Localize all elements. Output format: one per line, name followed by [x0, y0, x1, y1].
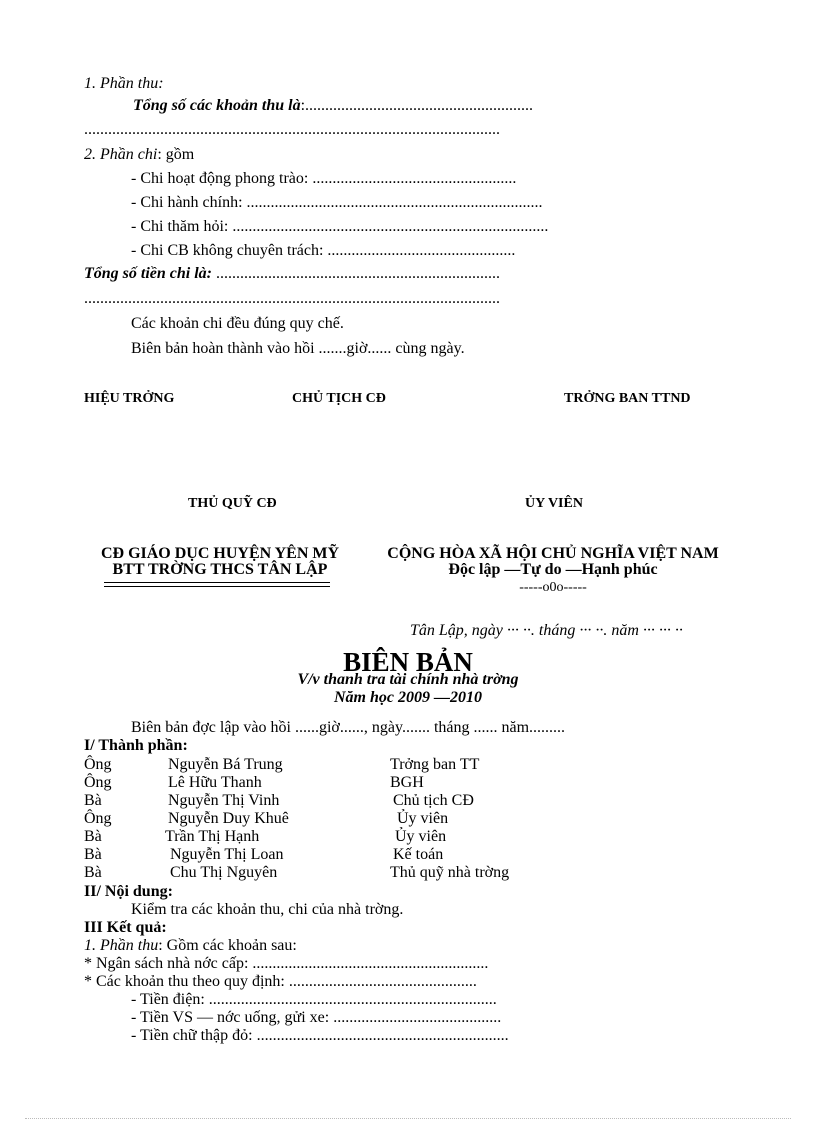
- page-bottom-border: [25, 1118, 791, 1119]
- expense-item: - Chi hoạt động phong trào: ...................................................: [131, 170, 517, 187]
- section-composition: I/ Thành phần:: [84, 737, 188, 754]
- signature-principal: HIỆU TRỞNG: [84, 391, 175, 406]
- signature-union-chair: CHỦ TỊCH CĐ: [292, 391, 386, 406]
- member-title: Ông: [84, 810, 112, 827]
- member-title: Bà: [84, 828, 102, 845]
- member-title: Bà: [84, 864, 102, 881]
- school-year: Năm học 2009 —2010: [334, 689, 482, 706]
- fee-item: - Tiền chữ thập đỏ: ...............................................................: [131, 1027, 509, 1044]
- result-part1-line: [84, 937, 297, 955]
- expense-item: - Chi hành chính: ..........................................................................: [131, 194, 543, 211]
- result-part1-suffix: : Gồm các khoản sau:: [158, 937, 297, 954]
- total-income-dots: :.........................................................: [300, 97, 534, 114]
- fee-item: - Tiền VS — nớc uống, gửi xe: ..........................................: [131, 1009, 502, 1026]
- part2-heading-line: [84, 146, 194, 164]
- total-expense-label: Tổng số tiền chi là:: [84, 265, 213, 282]
- member-role: Kế toán: [393, 846, 444, 863]
- total-income-label: Tổng số các khoản thu là: [133, 97, 301, 114]
- signature-union-treasurer: THỦ QUỸ CĐ: [188, 496, 277, 511]
- member-name: Lê Hữu Thanh: [168, 774, 262, 791]
- member-role: Ủy viên: [395, 828, 447, 845]
- member-name: Nguyễn Bá Trung: [168, 756, 283, 773]
- member-role: BGH: [390, 774, 424, 791]
- total-income-continuation: ........................................................................................................: [84, 121, 500, 138]
- nation-line-1: CỘNG HÒA XÃ HỘI CHỦ NGHĨA VIỆT NAM: [387, 545, 719, 562]
- total-expense-dots: .......................................................................: [212, 265, 501, 282]
- member-name: Trần Thị Hạnh: [165, 828, 260, 845]
- member-name: Nguyễn Thị Loan: [170, 846, 284, 863]
- completion-note: Biên bản hoàn thành vào hồi .......giờ...... cùng ngày.: [131, 340, 465, 357]
- total-expense-continuation: ........................................................................................................: [84, 290, 500, 307]
- member-title: Bà: [84, 792, 102, 809]
- org-line-1: CĐ GIÁO DỤC HUYỆN YÊN MỸ: [100, 545, 340, 562]
- member-title: Ông: [84, 774, 112, 791]
- part1-heading: 1. Phần thu:: [84, 75, 164, 92]
- signature-member: ỦY VIÊN: [525, 496, 583, 511]
- compliance-note: Các khoản chi đều đúng quy chế.: [131, 315, 344, 332]
- budget-line: * Ngân sách nhà nớc cấp: ...........................................................: [84, 955, 489, 972]
- document-title: BIÊN BẢN: [343, 647, 473, 677]
- member-role: Ủy viên: [397, 810, 449, 827]
- part2-suffix: : gồm: [157, 146, 195, 163]
- org-line-2: BTT TRỜNG THCS TÂN LẬP: [112, 561, 328, 578]
- nation-line-2: Độc lập —Tự do —Hạnh phúc: [448, 561, 658, 578]
- member-role: Thủ quỹ nhà trờng: [390, 864, 510, 881]
- document-subtitle: V/v thanh tra tài chính nhà trờng: [297, 671, 519, 688]
- total-income-line: [133, 97, 533, 115]
- result-part1-label: 1. Phần thu: [84, 937, 159, 954]
- fees-line: * Các khoản thu theo quy định: ...............................................: [84, 973, 477, 990]
- opening-line: Biên bản đợc lập vào hồi ......giờ......, ngày....... tháng ...... năm.........: [131, 719, 566, 736]
- fee-item: - Tiền điện: ........................................................................: [131, 991, 497, 1008]
- member-role: Trởng ban TT: [390, 756, 480, 773]
- nation-line-3: -----o0o-----: [519, 580, 587, 595]
- total-expense-line: [84, 265, 500, 283]
- expense-item: - Chi thăm hỏi: ...............................................................................: [131, 218, 549, 235]
- member-name: Nguyễn Thị Vinh: [168, 792, 280, 809]
- member-name: Nguyễn Duy Khuê: [168, 810, 289, 827]
- content-text: Kiểm tra các khoản thu, chi của nhà trờng.: [131, 901, 404, 918]
- part2-heading: 2. Phần chi: [84, 146, 158, 163]
- header-underline: [104, 582, 330, 587]
- member-title: Ông: [84, 756, 112, 773]
- member-name: Chu Thị Nguyên: [170, 864, 278, 881]
- expense-item: - Chi CB không chuyên trách: ...............................................: [131, 242, 516, 259]
- section-content: II/ Nội dung:: [84, 883, 173, 900]
- member-role: Chủ tịch CĐ: [393, 792, 474, 809]
- signature-inspection-head: TRỞNG BAN TTND: [564, 391, 691, 406]
- section-results: III Kết quả:: [84, 919, 167, 936]
- member-title: Bà: [84, 846, 102, 863]
- place-date: Tân Lập, ngày ··· ··. tháng ··· ··. năm ··· ··· ··: [410, 622, 683, 639]
